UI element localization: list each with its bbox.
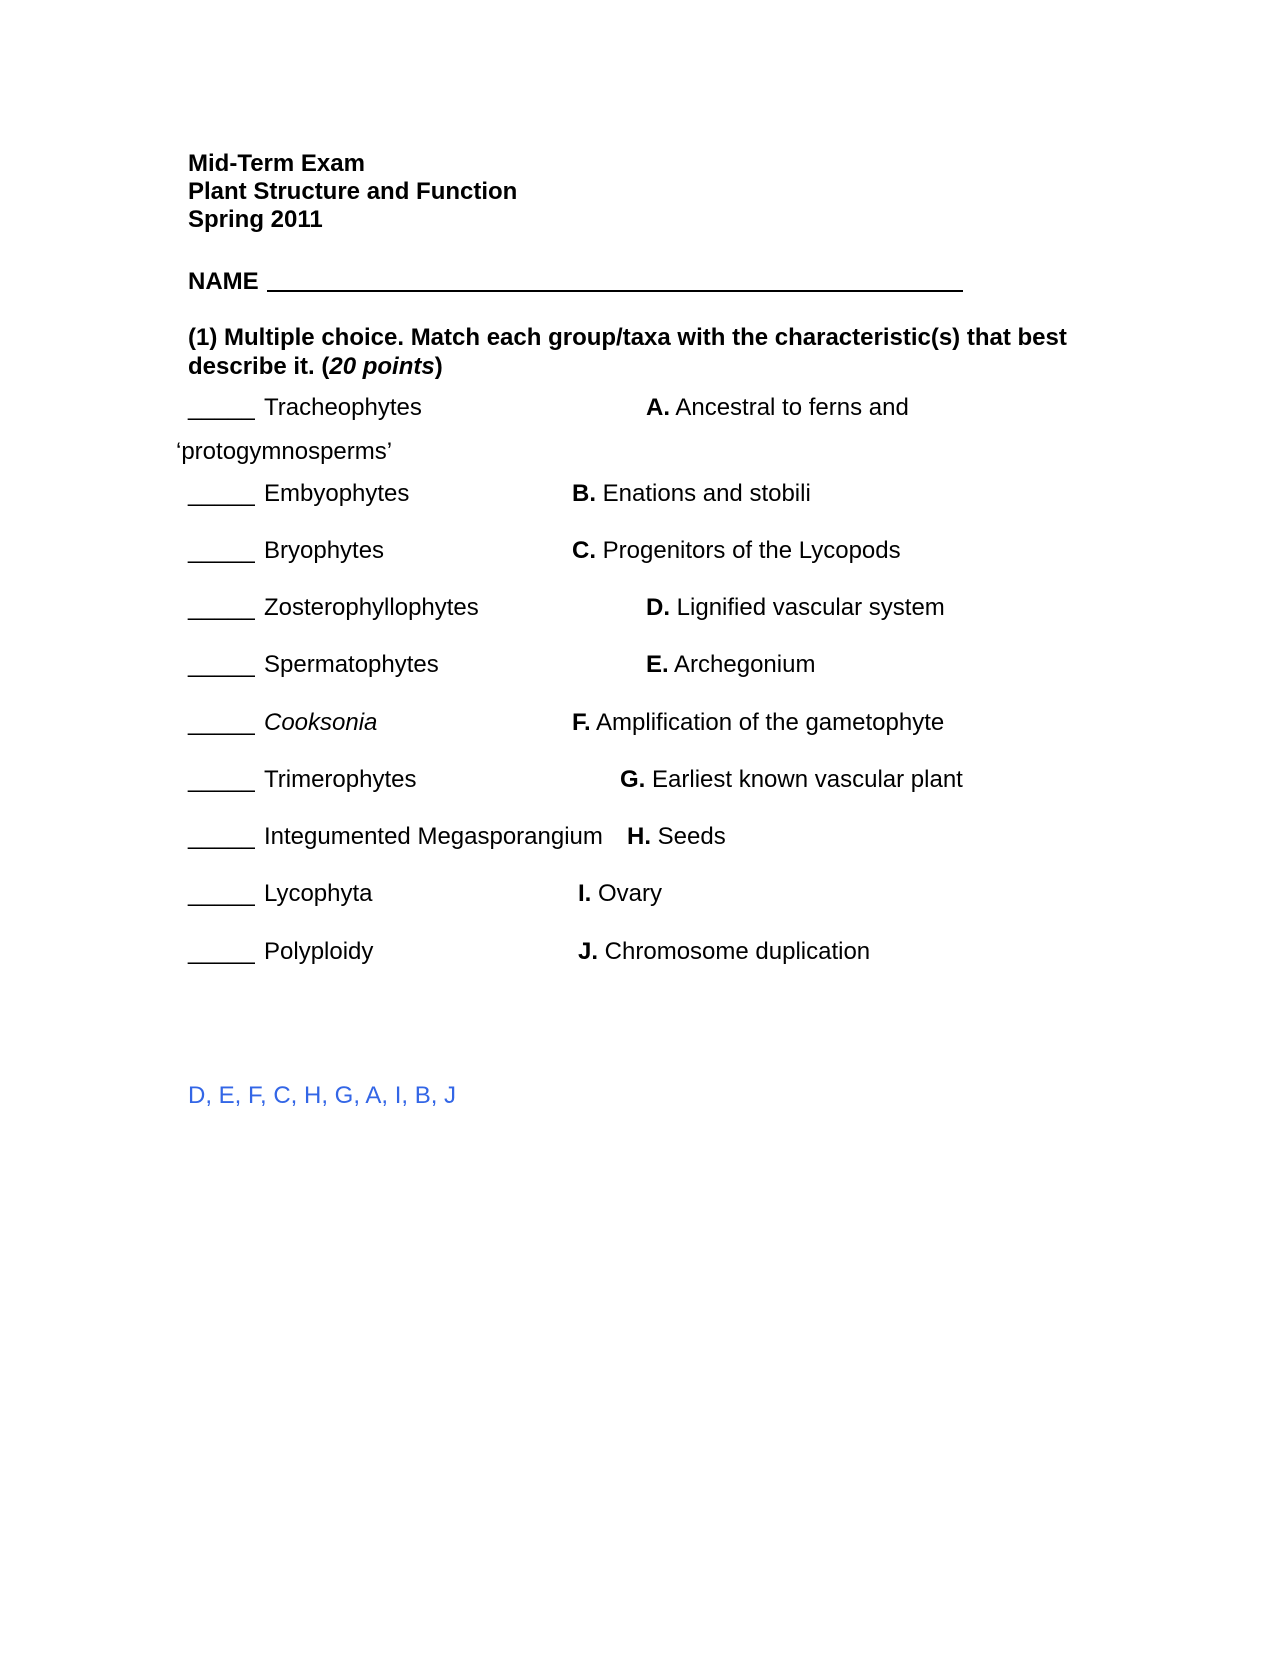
answer-blank-5[interactable]: _____	[188, 651, 255, 678]
option-g-letter: G.	[620, 766, 646, 793]
option-i-text: Ovary	[591, 880, 663, 907]
option-d	[646, 594, 945, 622]
name-label: NAME	[188, 268, 259, 295]
option-h-text: Seeds	[651, 823, 726, 850]
option-c-letter: C.	[572, 537, 596, 564]
question-close: )	[434, 353, 443, 380]
answer-blank-10[interactable]: _____	[188, 938, 255, 965]
term-label: Spring 2011	[188, 206, 323, 233]
group-label-6: Cooksonia	[264, 709, 378, 736]
question-prompt	[188, 323, 1088, 381]
option-e-letter: E.	[646, 651, 669, 678]
option-i	[578, 880, 662, 908]
name-field-line[interactable]	[267, 290, 963, 292]
option-f-text: Amplification of the gametophyte	[590, 709, 945, 736]
option-j-text: Chromosome duplication	[598, 938, 871, 965]
answer-blank-6[interactable]: _____	[188, 709, 255, 736]
option-c	[572, 537, 901, 565]
answer-blank-4[interactable]: _____	[188, 594, 255, 621]
option-g-text: Earliest known vascular plant	[645, 766, 963, 793]
group-label-10: Polyploidy	[264, 938, 374, 965]
answer-key: D, E, F, C, H, G, A, I, B, J	[188, 1082, 457, 1109]
question-text: (1) Multiple choice. Match each group/taxa with the characteristic(s) that best describe it. (	[188, 324, 1067, 380]
option-a-letter: A.	[646, 394, 670, 421]
group-label-8: Integumented Megasporangium	[264, 823, 603, 850]
option-h-letter: H.	[627, 823, 651, 850]
answer-blank-1[interactable]: _____	[188, 394, 255, 421]
group-label-1-continuation: ‘protogymnosperms’	[176, 438, 393, 465]
option-g	[620, 766, 963, 794]
option-i-letter: I.	[578, 880, 592, 907]
option-a	[646, 394, 909, 422]
course-title: Plant Structure and Function	[188, 178, 518, 205]
option-e-text: Archegonium	[668, 651, 816, 678]
option-j-letter: J.	[578, 938, 599, 965]
option-d-text: Lignified vascular system	[670, 594, 945, 621]
group-label-4: Zosterophyllophytes	[264, 594, 479, 621]
option-j	[578, 938, 870, 966]
group-label-2: Embyophytes	[264, 480, 410, 507]
answer-blank-9[interactable]: _____	[188, 880, 255, 907]
group-label-3: Bryophytes	[264, 537, 385, 564]
option-b-text: Enations and stobili	[596, 480, 811, 507]
option-e	[646, 651, 815, 679]
option-b-letter: B.	[572, 480, 596, 507]
name-row	[188, 266, 963, 296]
group-label-9: Lycophyta	[264, 880, 373, 907]
answer-blank-8[interactable]: _____	[188, 823, 255, 850]
answer-blank-2[interactable]: _____	[188, 480, 255, 507]
question-points: 20 points	[329, 353, 435, 380]
option-c-text: Progenitors of the Lycopods	[596, 537, 901, 564]
answer-blank-3[interactable]: _____	[188, 537, 255, 564]
option-a-text: Ancestral to ferns and	[670, 394, 909, 421]
option-b	[572, 480, 811, 508]
group-label-5: Spermatophytes	[264, 651, 439, 678]
group-label-1: Tracheophytes	[264, 394, 422, 421]
option-h	[627, 823, 726, 851]
exam-title: Mid-Term Exam	[188, 150, 365, 177]
option-d-letter: D.	[646, 594, 670, 621]
answer-blank-7[interactable]: _____	[188, 766, 255, 793]
option-f-letter: F.	[572, 709, 591, 736]
option-f	[572, 709, 944, 737]
group-label-7: Trimerophytes	[264, 766, 417, 793]
